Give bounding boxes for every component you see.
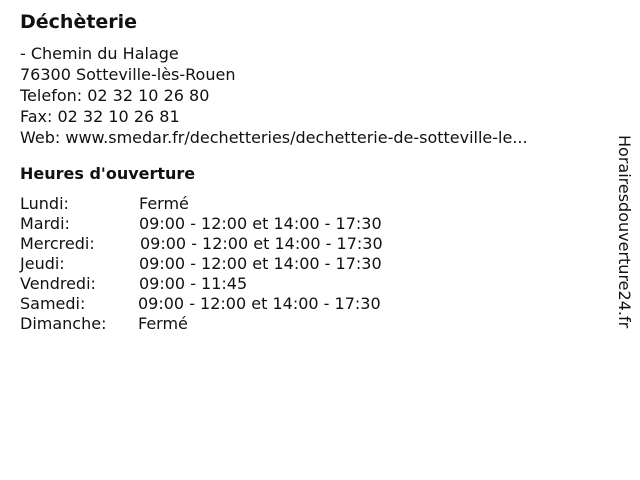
street-line: - Chemin du Halage — [20, 44, 179, 63]
day-label: Dimanche: — [20, 314, 107, 333]
time-value: Fermé — [139, 194, 189, 213]
web-line: Web: www.smedar.fr/dechetteries/dechetterie-de-sotteville-le... — [20, 128, 528, 147]
hours-heading: Heures d'ouverture — [20, 164, 196, 183]
day-label: Mardi: — [20, 214, 70, 233]
day-label: Vendredi: — [20, 274, 96, 293]
time-value: Fermé — [138, 314, 188, 333]
time-value: 09:00 - 12:00 et 14:00 - 17:30 — [139, 214, 382, 233]
phone-line: Telefon: 02 32 10 26 80 — [20, 86, 210, 105]
day-label: Jeudi: — [20, 254, 65, 273]
page-title: Déchèterie — [20, 11, 138, 33]
time-value: 09:00 - 11:45 — [139, 274, 248, 293]
time-value: 09:00 - 12:00 et 14:00 - 17:30 — [140, 234, 383, 253]
time-value: 09:00 - 12:00 et 14:00 - 17:30 — [139, 254, 382, 273]
address-block — [20, 43, 528, 148]
fax-line: Fax: 02 32 10 26 81 — [20, 107, 180, 126]
day-label: Lundi: — [20, 194, 69, 213]
day-label: Mercredi: — [20, 234, 95, 253]
city-line: 76300 Sotteville-lès-Rouen — [20, 65, 236, 84]
day-label: Samedi: — [20, 294, 86, 313]
site-watermark: Horairesdouverture24.fr — [615, 135, 634, 329]
time-value: 09:00 - 12:00 et 14:00 - 17:30 — [138, 294, 381, 313]
